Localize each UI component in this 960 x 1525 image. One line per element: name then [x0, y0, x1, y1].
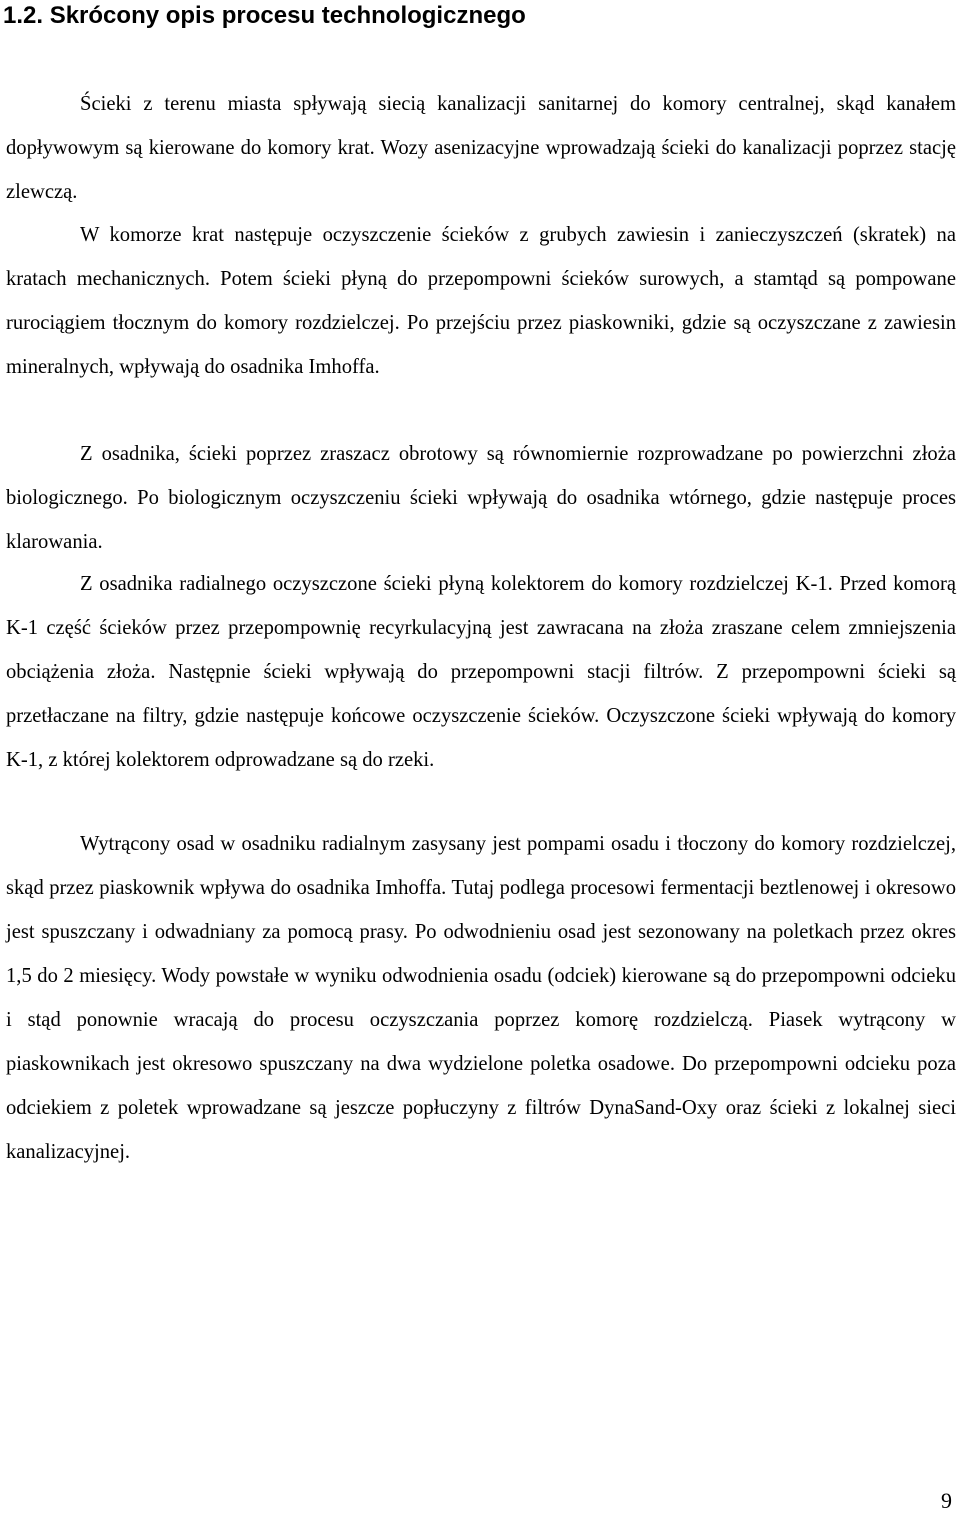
paragraph-1: Ścieki z terenu miasta spływają siecią kanalizacji sanitarnej do komory centralnej, skąd kanałem dopływowym są kierowane do komory krat. Wozy asenizacyjne wprowadzają ścieki do kanalizacji poprzez stację zlewczą.	[6, 93, 956, 203]
paragraph-2: W komorze krat następuje oczyszczenie ścieków z grubych zawiesin i zanieczyszczeń (skratek) na kratach mechanicznych. Potem ścieki płyną do przepompowni ścieków surowych, a stamtąd są pompowane rurociągiem tłocznym do komory rozdzielczej. Po przejściu przez piaskowniki, gdzie są oczyszczane z zawiesin mineralnych, wpływają do osadnika Imhoffa.	[6, 224, 956, 378]
page-number: 9	[941, 1488, 952, 1513]
paragraph-5: Wytrącony osad w osadniku radialnym zasysany jest pompami osadu i tłoczony do komory rozdzielczej, skąd przez piaskownik wpływa do osadnika Imhoffa. Tutaj podlega procesowi fermentacji beztlenowej i okresowo jest spuszczany i odwadniany za pomocą prasy. Po odwodnieniu osad jest sezonowany na poletkach przez okres 1,5 do 2 miesięcy. Wody powstałe w wyniku odwodnienia osadu (odciek) kierowane są do przepompowni odcieku i stąd ponownie wracają do procesu oczyszczania poprzez komorę rozdzielczą. Piasek wytrącony w piaskownikach jest okresowo spuszczany na dwa wydzielone poletka osadowe. Do przepompowni odcieku poza odciekiem z poletek wprowadzane są jeszcze popłuczyny z filtrów DynaSand-Oxy oraz ścieki z lokalnej sieci kanalizacyjnej.	[6, 833, 956, 1163]
section-heading: 1.2. Skrócony opis procesu technologicznego	[3, 2, 526, 29]
paragraph-4: Z osadnika radialnego oczyszczone ścieki płyną kolektorem do komory rozdzielczej K-1. Przed komorą K-1 część ścieków przez przepompownię recyrkulacyjną jest zawracana na złoża zraszane celem zmniejszenia obciążenia złoża. Następnie ścieki wpływają do przepompowni stacji filtrów. Z przepompowni ścieki są przetłaczane na filtry, gdzie następuje końcowe oczyszczenie ścieków. Oczyszczone ścieki wpływają do komory K-1, z której kolektorem odprowadzane są do rzeki.	[6, 573, 956, 771]
paragraph-3: Z osadnika, ścieki poprzez zraszacz obrotowy są równomiernie rozprowadzane po powierzchni złoża biologicznego. Po biologicznym oczyszczeniu ścieki wpływają do osadnika wtórnego, gdzie następuje proces klarowania.	[6, 443, 956, 553]
